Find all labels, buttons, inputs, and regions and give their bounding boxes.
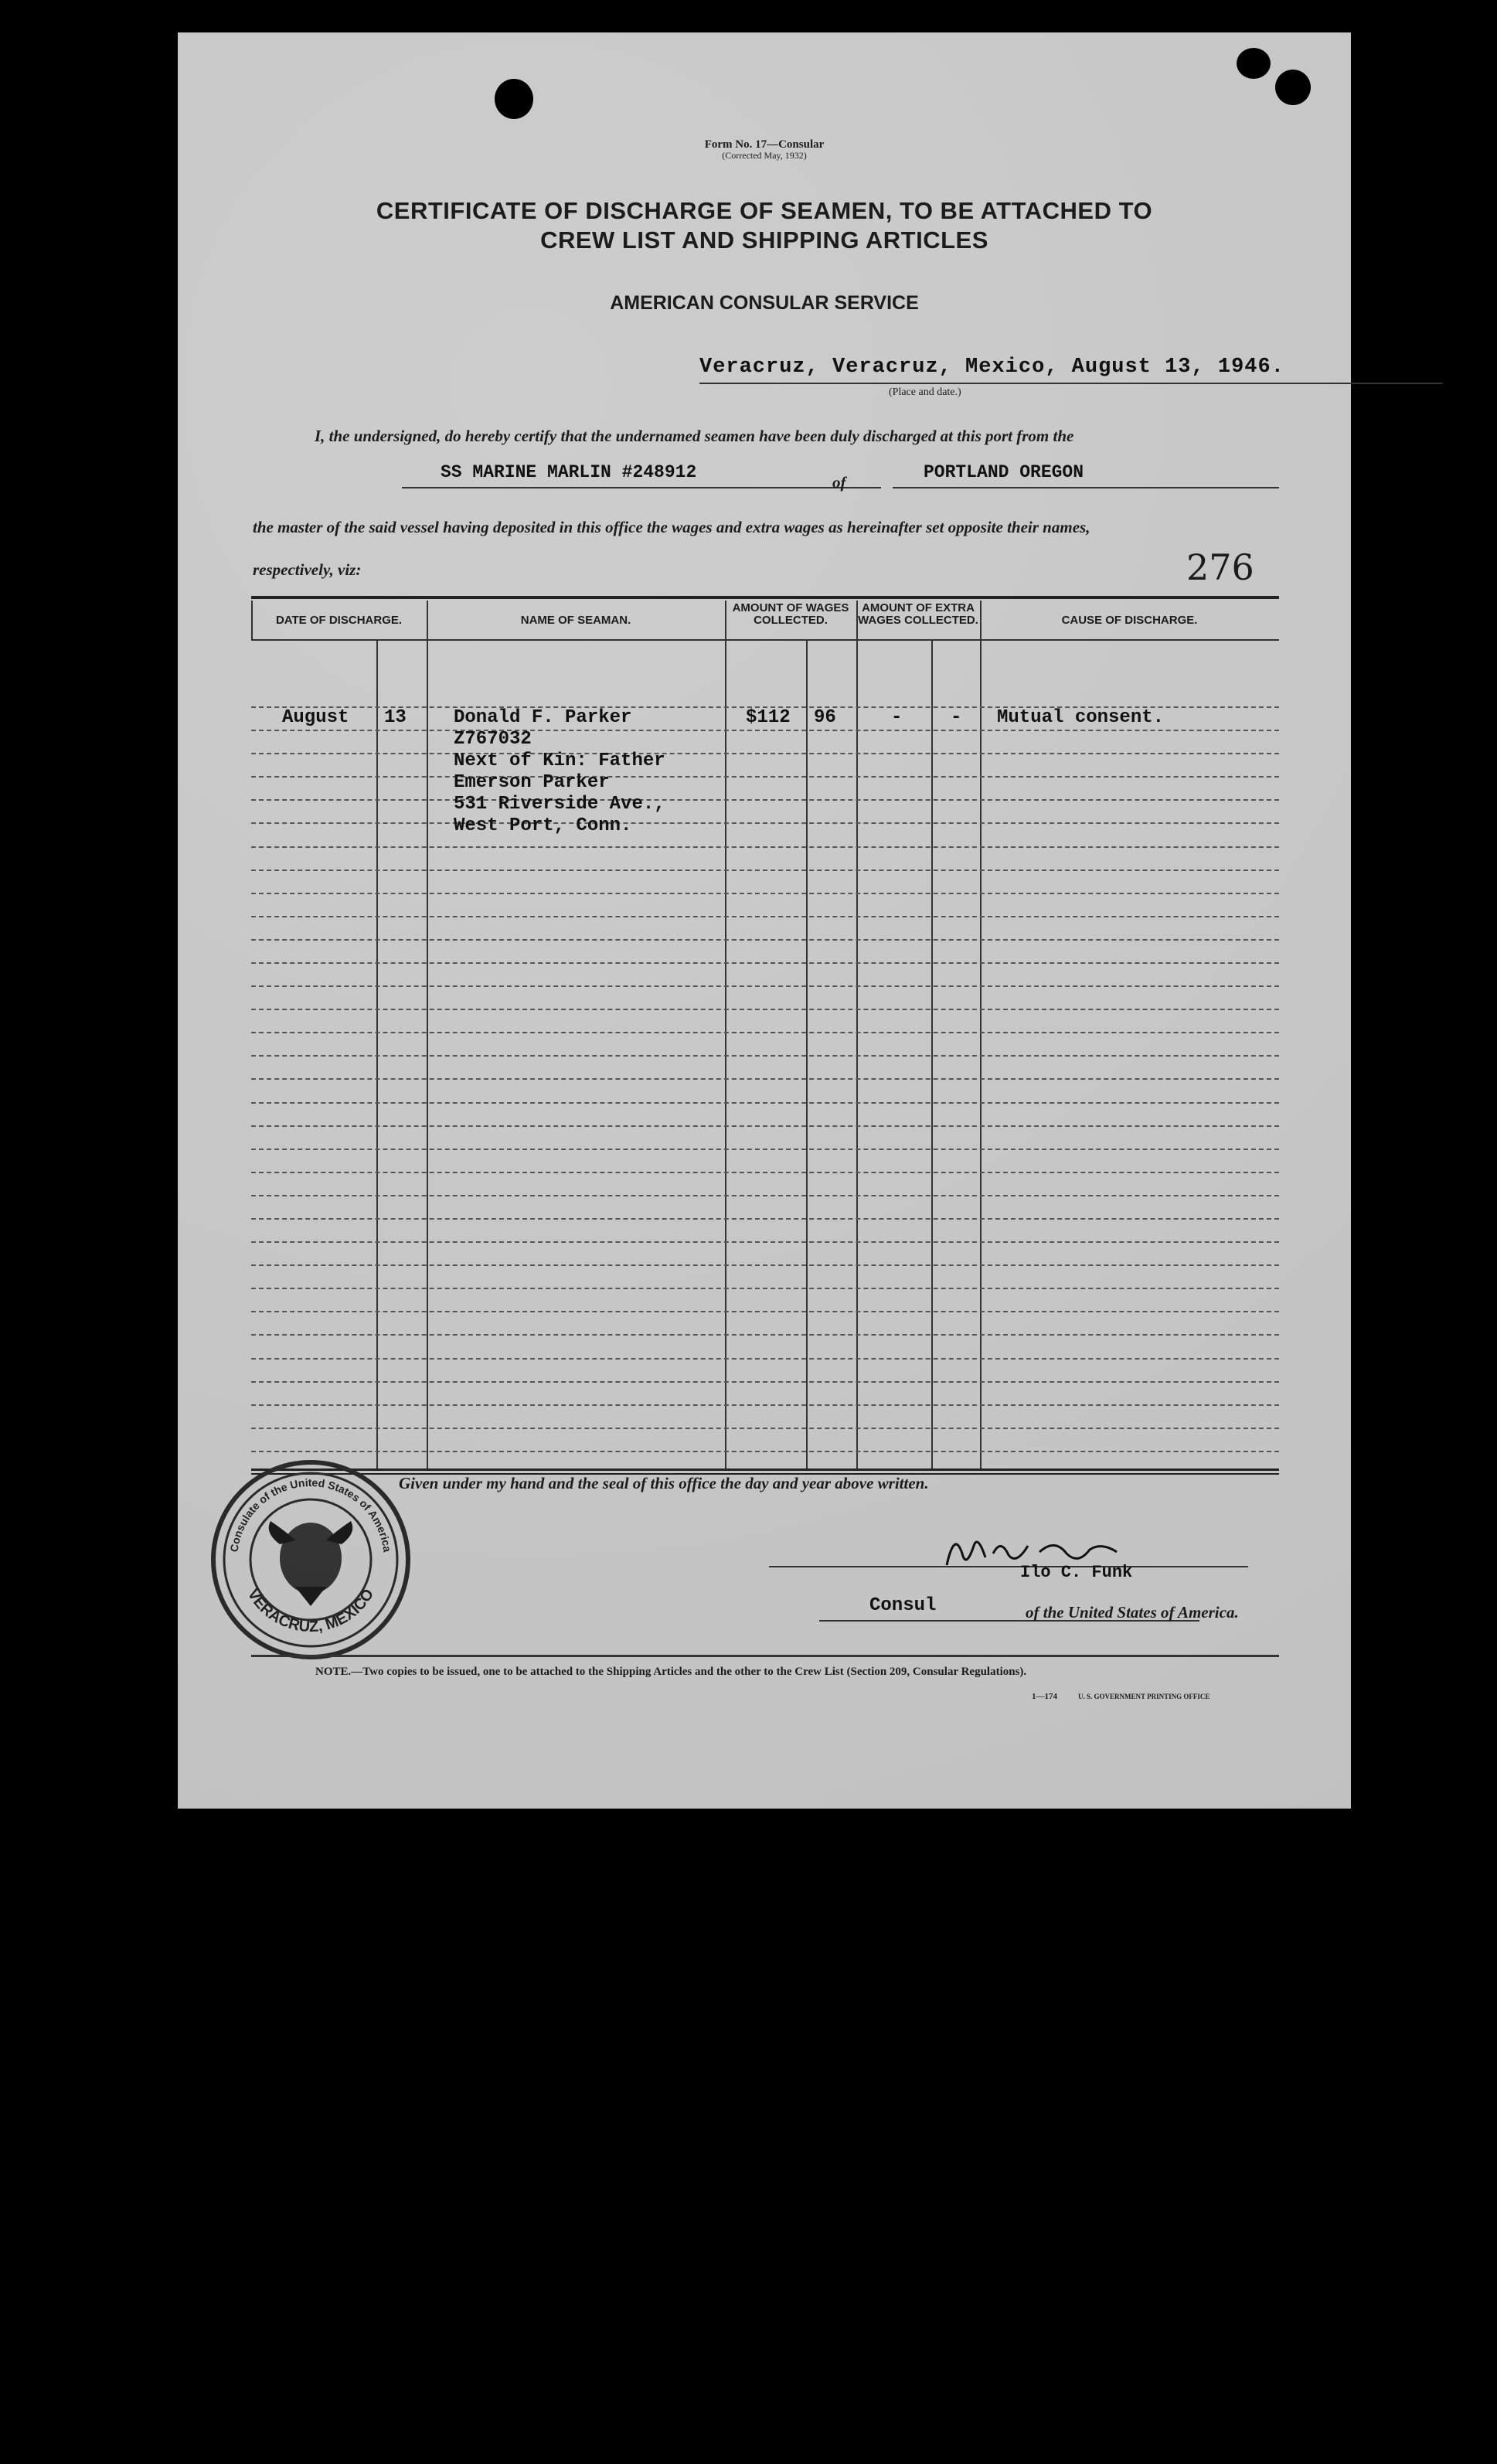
row-rule (251, 1404, 1279, 1406)
row-rule (251, 1172, 1279, 1173)
header-name: NAME OF SEAMAN. (520, 614, 631, 627)
discharge-month: August (282, 707, 349, 728)
column-rule (806, 639, 808, 1469)
title-line-2: CREW LIST AND SHIPPING ARTICLES (540, 226, 988, 254)
row-rule (251, 753, 1279, 754)
master-text: the master of the said vessel having deposited in this office the wages and extra wages as hereinafter set opposite their names, (253, 518, 1090, 536)
form-number (178, 139, 1351, 161)
service-heading: AMERICAN CONSULAR SERVICE (610, 292, 919, 314)
next-of-kin-name: Emerson Parker (454, 772, 610, 793)
eagle-icon (269, 1521, 353, 1606)
row-rule (251, 846, 1279, 848)
header-wages: AMOUNT OF WAGES COLLECTED. (732, 601, 849, 627)
extra-wages-cents: - (951, 707, 962, 728)
row-rule (251, 870, 1279, 871)
given-under-text: Given under my hand and the seal of this office the day and year above written. (399, 1474, 929, 1492)
next-of-kin-city: West Port, Conn. (454, 815, 632, 836)
title-line-1: CERTIFICATE OF DISCHARGE OF SEAMEN, TO BE ATTACHED TO (376, 197, 1153, 224)
row-rule (251, 1009, 1279, 1010)
row-rule (251, 799, 1279, 801)
folio-number: 276 (1186, 546, 1254, 588)
column-rule (931, 639, 933, 1469)
row-rule (251, 1451, 1279, 1452)
punch-hole (495, 79, 533, 119)
header-extra-wages: AMOUNT OF EXTRA WAGES COLLECTED. (858, 601, 978, 627)
row-rule (251, 939, 1279, 941)
punch-hole (1275, 70, 1311, 105)
wages-dollars: $112 (746, 707, 791, 728)
row-rule (251, 962, 1279, 964)
seaman-number: Z767032 (454, 729, 532, 750)
discharge-day: 13 (384, 707, 407, 728)
place-date-rule (699, 383, 1443, 384)
row-rule (251, 730, 1279, 731)
extra-wages-dollars: - (891, 707, 903, 728)
seal-bottom-text-path: VERACRUZ, MEXICO (243, 1586, 378, 1636)
document-page (178, 32, 1351, 1809)
row-rule (251, 1149, 1279, 1150)
row-rule (251, 1381, 1279, 1383)
next-of-kin: Next of Kin: Father (454, 750, 665, 771)
row-rule (251, 1032, 1279, 1033)
column-rule (376, 639, 378, 1469)
row-rule (251, 1264, 1279, 1266)
signer-title: Consul (869, 1595, 937, 1616)
united-states-text: of the United States of America. (1026, 1603, 1239, 1622)
signature-stroke (947, 1542, 1117, 1565)
row-rule (251, 1311, 1279, 1312)
row-rule (251, 1241, 1279, 1243)
seal-top-text-path: Consulate of the United States of America (227, 1475, 394, 1554)
row-rule (251, 916, 1279, 917)
signer-name: Ilo C. Funk (1020, 1563, 1133, 1582)
row-rule (251, 985, 1279, 987)
seaman-name: Donald F. Parker (454, 707, 632, 728)
note-rule (251, 1655, 1279, 1657)
punch-hole (1237, 48, 1271, 79)
place-and-date: Veracruz, Veracruz, Mexico, August 13, 1946. (699, 356, 1284, 379)
row-rule (251, 1358, 1279, 1360)
header-cause: CAUSE OF DISCHARGE. (1061, 614, 1198, 627)
footnote: NOTE.—Two copies to be issued, one to be attached to the Shipping Articles and the other to the Crew List (Section 209, Consular Regulations). (315, 1666, 1027, 1678)
row-rule (251, 1334, 1279, 1336)
header-date: DATE OF DISCHARGE. (275, 614, 403, 627)
seaman-name-block (454, 707, 665, 837)
port-rule (893, 487, 1279, 488)
document-title (178, 196, 1351, 255)
place-date-label: (Place and date.) (889, 386, 961, 398)
form-corrected-text: (Corrected May, 1932) (722, 150, 807, 161)
signature-rule (769, 1566, 1248, 1567)
consular-seal (210, 1459, 411, 1660)
row-rule (251, 1125, 1279, 1127)
row-rule (251, 776, 1279, 778)
form-code: 1—174 (1032, 1692, 1057, 1701)
row-rule (251, 1428, 1279, 1429)
row-rule (251, 822, 1279, 824)
row-rule (251, 1195, 1279, 1196)
discharge-table (251, 601, 1279, 1469)
row-rule (251, 1218, 1279, 1220)
form-number-text: Form No. 17—Consular (704, 138, 825, 151)
printer-imprint: U. S. GOVERNMENT PRINTING OFFICE (1078, 1693, 1210, 1700)
row-rule (251, 1055, 1279, 1057)
table-top-rule (251, 596, 1279, 599)
wages-cents: 96 (814, 707, 836, 728)
vessel-name: SS MARINE MARLIN #248912 (441, 462, 697, 482)
cause-of-discharge: Mutual consent. (997, 707, 1165, 728)
of-label: of (832, 473, 846, 492)
next-of-kin-address: 531 Riverside Ave., (454, 794, 665, 815)
header-rule (251, 639, 1279, 641)
row-rule (251, 1078, 1279, 1080)
row-rule (251, 1102, 1279, 1104)
row-rule (251, 1288, 1279, 1289)
home-port: PORTLAND OREGON (924, 462, 1084, 482)
row-rule (251, 893, 1279, 894)
vessel-rule (402, 487, 881, 488)
certify-text: I, the undersigned, do hereby certify that the undernamed seamen have been duly discharged at this port from the (315, 427, 1074, 445)
respectively-text: respectively, viz: (253, 560, 362, 579)
